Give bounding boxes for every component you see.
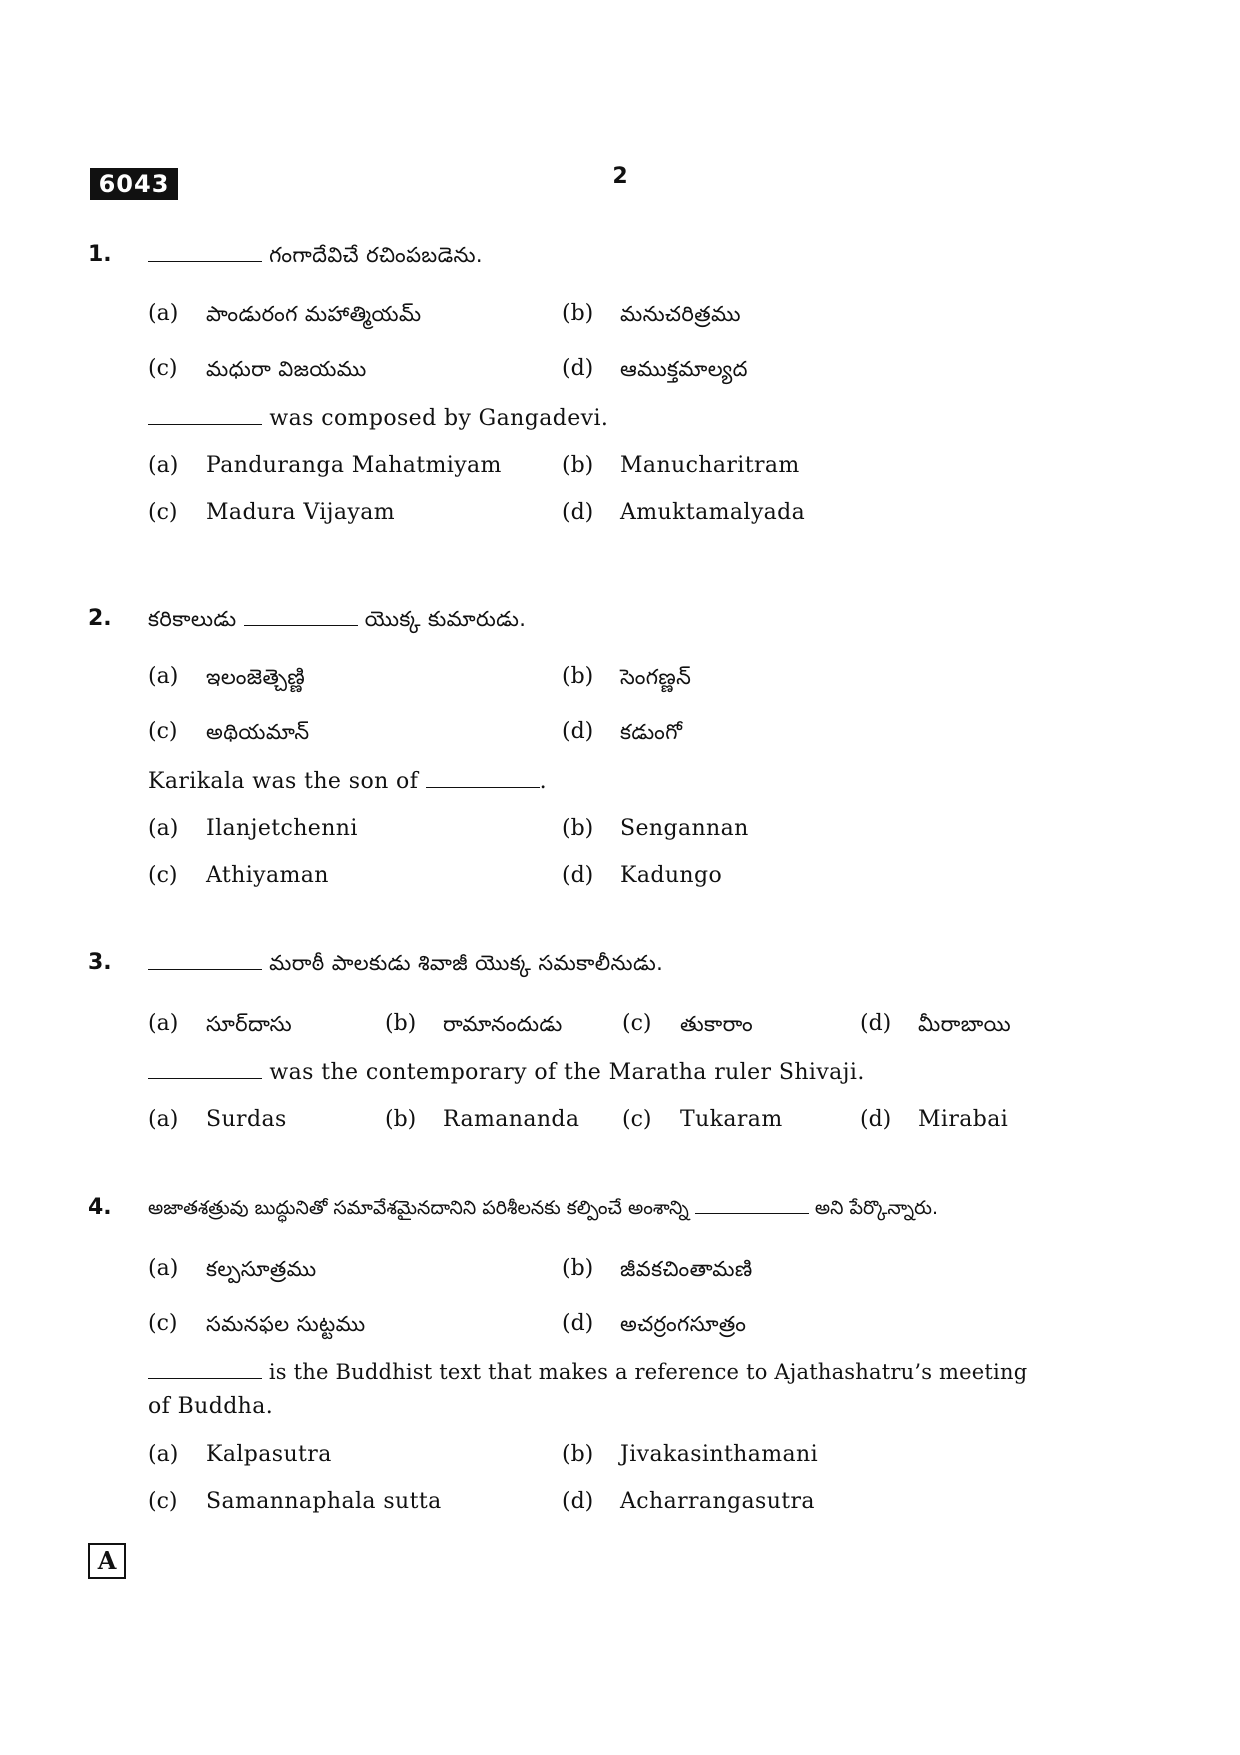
option-label: (a)	[148, 301, 179, 326]
option-label: (a)	[148, 816, 179, 841]
option-label: (a)	[148, 664, 179, 689]
option-text: Ramananda	[443, 1107, 580, 1132]
option-text: Panduranga Mahatmiyam	[206, 453, 502, 478]
option-label: (d)	[860, 1107, 892, 1132]
option-label: (c)	[148, 719, 178, 744]
option-text: ఇలంజెత్చెణ్ణి	[206, 665, 306, 689]
option-label: (b)	[562, 453, 594, 478]
option-label: (c)	[148, 500, 178, 525]
stem-text: యొక్క కుమారుడు.	[357, 607, 527, 631]
option-label: (c)	[622, 1011, 652, 1036]
stem-text: Karikala was the son of	[148, 769, 426, 794]
answer-blank	[148, 243, 262, 262]
option-text: మీరాబాయి	[918, 1012, 1012, 1036]
stem-text: is the Buddhist text that makes a reference to Ajathashatru’s meeting	[262, 1360, 1028, 1384]
option-label: (b)	[385, 1011, 417, 1036]
option-text: రామానందుడు	[443, 1012, 563, 1036]
option-label: (c)	[148, 1311, 178, 1336]
booklet-code: 6043	[90, 168, 178, 200]
stem-text: అజాతశత్రువు బుద్ధునితో సమావేశమైనదానిని పరిశీలనకు కల్పించే అంశాన్ని	[148, 1197, 695, 1219]
answer-blank	[148, 406, 262, 425]
option-text: Jivakasinthamani	[620, 1442, 819, 1467]
answer-blank	[426, 769, 540, 788]
option-label: (d)	[562, 1311, 594, 1336]
stem-text: was composed by Gangadevi.	[262, 406, 609, 431]
option-label: (d)	[562, 863, 594, 888]
question-number: 4.	[88, 1195, 112, 1220]
answer-blank	[244, 607, 358, 626]
question-stem-telugu	[148, 948, 663, 978]
option-text: కడుంగో	[620, 720, 683, 744]
question-number: 2.	[88, 606, 112, 631]
option-text: Amuktamalyada	[620, 500, 806, 525]
question-stem-telugu	[148, 240, 483, 270]
answer-blank	[148, 951, 262, 970]
question-stem-english	[148, 1058, 865, 1088]
option-label: (d)	[562, 1489, 594, 1514]
option-label: (a)	[148, 453, 179, 478]
option-text: మధురా విజయము	[206, 357, 367, 381]
question-number: 1.	[88, 242, 112, 267]
question-stem-english	[148, 1357, 1027, 1387]
option-text: కల్పసూత్రము	[206, 1257, 317, 1281]
option-text: Acharrangasutra	[620, 1489, 815, 1514]
option-label: (c)	[622, 1107, 652, 1132]
option-label: (c)	[148, 863, 178, 888]
option-text: అథియమాన్	[206, 720, 310, 744]
option-text: Athiyaman	[206, 863, 329, 888]
stem-text: గంగాదేవిచే రచింపబడెను.	[262, 243, 483, 267]
option-label: (d)	[562, 719, 594, 744]
stem-text: .	[539, 769, 548, 794]
option-text: Sengannan	[620, 816, 749, 841]
option-text: మనుచరిత్రము	[620, 302, 741, 326]
question-stem-english-continued: of Buddha.	[148, 1394, 274, 1419]
option-label: (a)	[148, 1256, 179, 1281]
option-text: Kalpasutra	[206, 1442, 332, 1467]
question-stem-english	[148, 404, 608, 434]
option-text: తుకారాం	[680, 1012, 754, 1036]
question-number: 3.	[88, 950, 112, 975]
option-text: Mirabai	[918, 1107, 1009, 1132]
option-label: (b)	[562, 1256, 594, 1281]
option-text: Surdas	[206, 1107, 287, 1132]
stem-text: అని పేర్కొన్నారు.	[808, 1197, 939, 1219]
option-label: (b)	[385, 1107, 417, 1132]
option-label: (b)	[562, 664, 594, 689]
option-label: (b)	[562, 1442, 594, 1467]
option-label: (a)	[148, 1442, 179, 1467]
question-stem-telugu	[148, 1193, 938, 1223]
option-label: (b)	[562, 816, 594, 841]
option-label: (d)	[860, 1011, 892, 1036]
question-paper-version-box: A	[88, 1543, 126, 1579]
stem-text: మరాఠీ పాలకుడు శివాజీ యొక్క సమకాలీనుడు.	[262, 951, 664, 975]
option-label: (a)	[148, 1011, 179, 1036]
option-text: సమనఫల సుట్టము	[206, 1312, 366, 1336]
option-text: Kadungo	[620, 863, 723, 888]
question-stem-telugu	[148, 604, 526, 634]
option-text: Madura Vijayam	[206, 500, 396, 525]
option-label: (b)	[562, 301, 594, 326]
option-text: Ilanjetchenni	[206, 816, 358, 841]
answer-blank	[148, 1360, 262, 1379]
option-text: Tukaram	[680, 1107, 783, 1132]
option-text: జీవకచింతామణి	[620, 1257, 753, 1281]
option-label: (c)	[148, 1489, 178, 1514]
stem-text: కరికాలుడు	[148, 607, 244, 631]
stem-text: was the contemporary of the Maratha ruler Shivaji.	[262, 1060, 865, 1085]
question-stem-english	[148, 767, 547, 797]
option-label: (a)	[148, 1107, 179, 1132]
option-label: (c)	[148, 356, 178, 381]
option-text: అచర్రంగసూత్రం	[620, 1312, 747, 1336]
option-label: (d)	[562, 356, 594, 381]
option-text: పాండురంగ మహాత్మియమ్	[206, 302, 422, 326]
option-label: (d)	[562, 500, 594, 525]
option-text: Manucharitram	[620, 453, 800, 478]
answer-blank	[695, 1195, 809, 1214]
option-text: ఆముక్తమాల్యద	[620, 357, 748, 381]
option-text: సూర్‌దాసు	[206, 1012, 293, 1036]
page-number: 2	[612, 164, 628, 189]
option-text: సెంగణ్ణన్	[620, 665, 692, 689]
option-text: Samannaphala sutta	[206, 1489, 442, 1514]
answer-blank	[148, 1060, 262, 1079]
